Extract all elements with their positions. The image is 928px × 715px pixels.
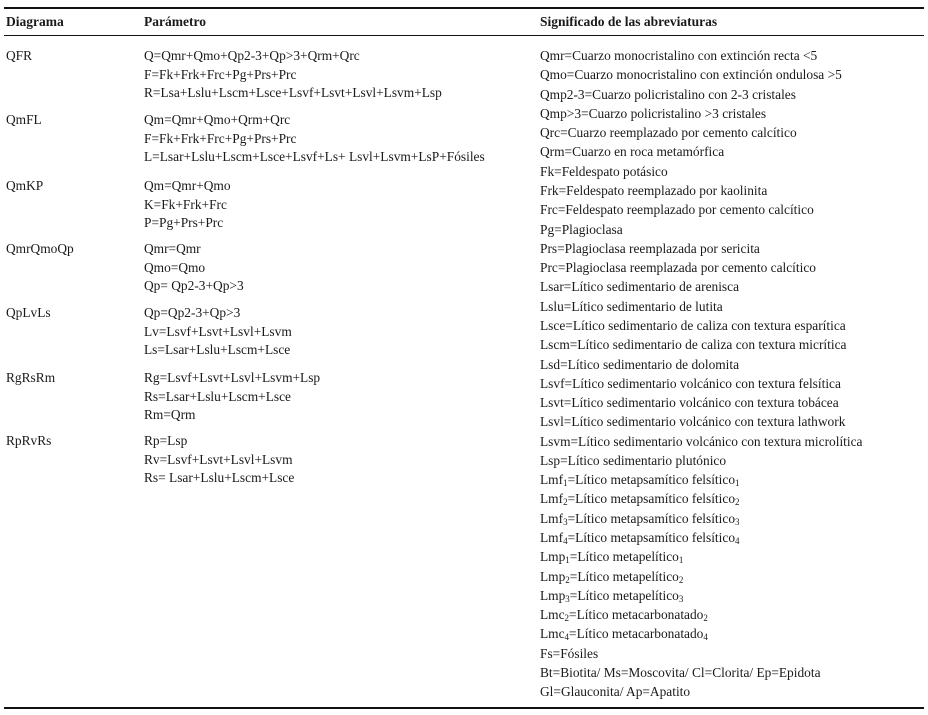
abbreviation-item: Lsd=Lítico sedimentario de dolomita [540, 356, 740, 372]
abbreviation-item: Fk=Feldespato potásico [540, 163, 668, 179]
abbreviation-item: Lsvt=Lítico sedimentario volcánico con textura tobácea [540, 395, 839, 411]
abbr-meaning: =Lítico metapsamítico felsítico [567, 510, 736, 526]
abbr-subscript: 3 [565, 593, 570, 604]
abbreviation-item [540, 586, 863, 605]
abbr-subscript: 3 [735, 516, 740, 527]
abbreviation-item: Lsvm=Lítico sedimentario volcánico con textura microlítica [540, 433, 863, 449]
diagram-name: RgRsRm [6, 370, 56, 385]
abbr-meaning: =Lítico metapelítico [569, 568, 679, 584]
abbreviation-item: Qmr=Cuarzo monocristalino con extinción recta <5 [540, 48, 818, 63]
table-header-rule [4, 35, 924, 36]
abbr-prefix: Lmc [540, 607, 565, 623]
diagram-name: QmFL [6, 112, 42, 127]
abbr-prefix: Lmc [540, 626, 565, 642]
abbr-meaning: =Lítico metapelítico [569, 587, 679, 603]
parameter-line: Qm=Qmr+Qmo [144, 178, 231, 193]
abbr-subscript: 1 [678, 555, 684, 566]
abbreviation-item: Lscm=Lítico sedimentario de caliza con textura micrítica [540, 337, 847, 353]
abbreviation-item: Qmp2-3=Cuarzo policristalino con 2-3 cristales [540, 86, 796, 102]
parameter-line: Qmr=Qmr [144, 241, 201, 256]
parameter-line: Qp=Qp2-3+Qp>3 [144, 305, 241, 320]
parameter-line: P=Pg+Prs+Prc [144, 215, 224, 230]
abbr-subscript: 4 [703, 632, 708, 643]
parameter-line: Qm=Qmr+Qmo+Qrm+Qrc [144, 112, 291, 127]
parameter-cell [144, 369, 320, 425]
abbreviation-item [540, 528, 863, 547]
abbr-subscript: 2 [703, 613, 708, 624]
abbreviation-item [540, 567, 863, 586]
abbr-prefix: Lmp [540, 568, 566, 584]
parameter-line: F=Fk+Frk+Frc+Pg+Prs+Prc [144, 66, 297, 82]
abbreviation-item [540, 605, 863, 624]
abbreviation-item: Qrc=Cuarzo reemplazado por cemento calcítico [540, 125, 797, 141]
table-top-rule [4, 7, 924, 9]
abbr-meaning: =Lítico metapelítico [569, 549, 679, 565]
parameter-line: Rv=Lsvf+Lsvt+Lsvl+Lsvm [144, 451, 293, 467]
abbreviation-item: Lsp=Lítico sedimentario plutónico [540, 452, 727, 468]
diagram-name: QmKP [6, 178, 44, 193]
abbr-prefix: Lmp [540, 549, 566, 565]
header-significado: Significado de las abreviaturas [540, 14, 718, 29]
table-bottom-rule [4, 707, 924, 709]
abbr-subscript: 1 [565, 555, 570, 566]
abbreviation-item [540, 624, 863, 643]
abbreviation-item: Bt=Biotita/ Ms=Moscovita/ Cl=Clorita/ Ep=Epidota [540, 665, 821, 680]
abbreviation-item: Frk=Feldespato reemplazado por kaolinita [540, 182, 768, 198]
parameter-cell [144, 304, 292, 360]
parameter-cell [144, 177, 231, 233]
abbreviation-item: Prs=Plagioclasa reemplazada por sericita [540, 240, 760, 256]
abbreviation-item: Lslu=Lítico sedimentario de lutita [540, 298, 723, 314]
parameter-line: Qp= Qp2-3+Qp>3 [144, 278, 244, 293]
abbreviations-list [540, 46, 863, 702]
abbr-meaning: =Lítico metacarbonatado [569, 607, 704, 623]
parameter-line: R=Lsa+Lslu+Lscm+Lsce+Lsvf+Lsvt+Lsvl+Lsvm+Lsp [144, 85, 442, 100]
abbr-subscript: 1 [735, 478, 740, 489]
abbreviation-item: Qmp>3=Cuarzo policristalino >3 cristales [540, 105, 767, 121]
parameter-line: L=Lsar+Lslu+Lscm+Lsce+Lsvf+Ls+ Lsvl+Lsvm+LsP+Fósiles [144, 149, 485, 164]
abbr-subscript: 2 [565, 574, 570, 585]
abbr-meaning: =Lítico metapsamítico felsítico [567, 530, 736, 546]
abbr-prefix: Lmf [540, 472, 564, 488]
parameter-line: Q=Qmr+Qmo+Qp2-3+Qp>3+Qrm+Qrc [144, 48, 360, 63]
abbreviation-item: Fs=Fósiles [540, 645, 599, 661]
abbr-subscript: 2 [735, 497, 740, 508]
parameter-line: Ls=Lsar+Lslu+Lscm+Lsce [144, 342, 291, 357]
parameter-cell [144, 47, 442, 103]
diagram-name: RpRvRs [6, 433, 52, 448]
abbr-meaning: =Lítico metapsamítico felsítico [567, 491, 736, 507]
abbreviation-item: Lsvf=Lítico sedimentario volcánico con textura felsítica [540, 375, 841, 391]
abbr-prefix: Lmf [540, 491, 564, 507]
header-parametro: Parámetro [144, 14, 206, 29]
abbreviation-item: Lsar=Lítico sedimentario de arenisca [540, 279, 740, 295]
abbreviation-item: Gl=Glauconita/ Ap=Apatito [540, 684, 691, 700]
abbreviation-item: Qrm=Cuarzo en roca metamórfica [540, 144, 725, 160]
abbreviation-item: Pg=Plagioclasa [540, 221, 623, 237]
header-diagrama: Diagrama [6, 14, 64, 29]
parameter-line: Rs=Lsar+Lslu+Lscm+Lsce [144, 388, 291, 404]
abbr-prefix: Lmf [540, 530, 564, 546]
abbr-subscript: 2 [563, 497, 568, 508]
parameter-line: Rp=Lsp [144, 433, 188, 448]
abbr-meaning: =Lítico metacarbonatado [569, 626, 704, 642]
abbr-subscript: 3 [563, 516, 568, 527]
parameter-line: Qmo=Qmo [144, 259, 206, 275]
abbr-subscript: 4 [735, 536, 740, 547]
abbreviation-item: Frc=Feldespato reemplazado por cemento calcítico [540, 202, 814, 218]
abbr-meaning: =Lítico metapsamítico felsítico [567, 472, 736, 488]
abbreviation-item [540, 509, 863, 528]
abbreviation-item: Qmo=Cuarzo monocristalino con extinción ondulosa >5 [540, 67, 842, 83]
parameter-line: Rs= Lsar+Lslu+Lscm+Lsce [144, 470, 295, 485]
abbreviation-item [540, 470, 863, 489]
abbr-subscript: 4 [563, 536, 568, 547]
abbreviation-item [540, 547, 863, 566]
abbreviation-item [540, 489, 863, 508]
abbreviation-item: Lsce=Lítico sedimentario de caliza con textura esparítica [540, 317, 846, 333]
abbr-subscript: 3 [678, 593, 684, 604]
diagram-name: QpLvLs [6, 305, 51, 320]
parameter-line: K=Fk+Frk+Frc [144, 196, 227, 212]
abbr-subscript: 4 [564, 632, 570, 643]
diagram-name: QmrQmoQp [6, 241, 74, 256]
parameter-cell [144, 240, 244, 296]
abbr-subscript: 2 [678, 574, 684, 585]
parameter-line: Rm=Qrm [144, 407, 196, 422]
abbr-prefix: Lmf [540, 510, 564, 526]
parameter-line: Rg=Lsvf+Lsvt+Lsvl+Lsvm+Lsp [144, 370, 321, 385]
parameter-line: Lv=Lsvf+Lsvt+Lsvl+Lsvm [144, 323, 292, 339]
abbr-prefix: Lmp [540, 587, 566, 603]
abbr-subscript: 1 [563, 478, 568, 489]
diagram-name: QFR [6, 48, 33, 63]
parameter-cell [144, 432, 294, 488]
abbreviation-item: Prc=Plagioclasa reemplazada por cemento calcítico [540, 260, 816, 276]
abbreviation-item: Lsvl=Lítico sedimentario volcánico con textura lathwork [540, 414, 846, 430]
abbr-subscript: 2 [564, 613, 570, 624]
parameter-line: F=Fk+Frk+Frc+Pg+Prs+Prc [144, 130, 297, 146]
parameter-cell [144, 111, 485, 167]
